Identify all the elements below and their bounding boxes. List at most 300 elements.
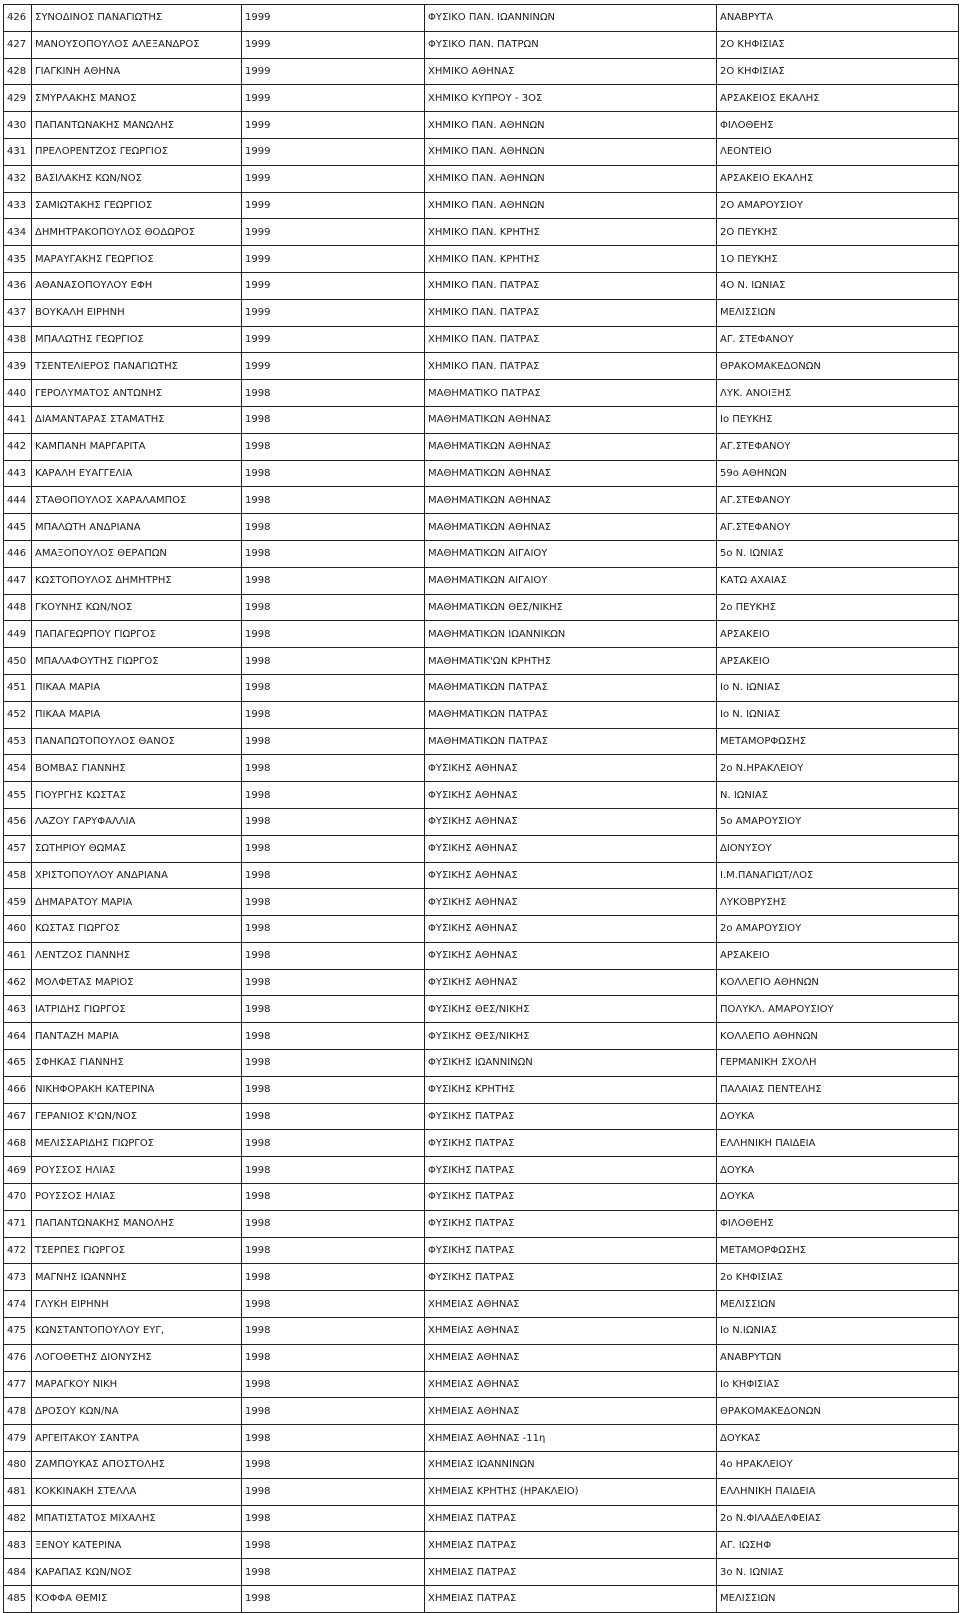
school-name-cell: ΦΙΛΟΘΕΗΣ bbox=[717, 1210, 959, 1237]
university-department-cell: ΧΗΜΙΚΟ ΠΑΝ. ΠΑΤΡΑΣ bbox=[425, 353, 717, 380]
table-row bbox=[4, 996, 959, 1023]
school-name-cell: 2ο Ν.ΗΡΑΚΛΕΙΟΥ bbox=[717, 755, 959, 782]
person-name-cell: ΤΣΕΝΤΕΛΙΕΡΟΣ ΠΑΝΑΓΙΩΤΗΣ bbox=[32, 353, 242, 380]
university-department-cell: ΦΥΣΙΚΗΣ ΘΕΣ/ΝΙΚΗΣ bbox=[425, 996, 717, 1023]
table-row bbox=[4, 835, 959, 862]
graduation-year-cell: 1999 bbox=[242, 299, 425, 326]
row-number-cell: 432 bbox=[4, 165, 32, 192]
university-department-cell: ΦΥΣΙΚΗΣ ΑΘΗΝΑΣ bbox=[425, 862, 717, 889]
school-name-cell: ΘΡΑΚΟΜΑΚΕΔΟΝΩΝ bbox=[717, 1398, 959, 1425]
graduation-year-cell: 1998 bbox=[242, 728, 425, 755]
university-department-cell: ΧΗΜΙΚΟ ΠΑΝ. ΑΘΗΝΩΝ bbox=[425, 112, 717, 139]
row-number-cell: 478 bbox=[4, 1398, 32, 1425]
graduation-year-cell: 1998 bbox=[242, 406, 425, 433]
person-name-cell: ΚΩΣΤΟΠΟΥΛΟΣ ΔΗΜΗΤΡΗΣ bbox=[32, 567, 242, 594]
graduation-year-cell: 1998 bbox=[242, 567, 425, 594]
school-name-cell: 1Ο ΠΕΥΚΗΣ bbox=[717, 246, 959, 273]
row-number-cell: 428 bbox=[4, 58, 32, 85]
row-number-cell: 476 bbox=[4, 1344, 32, 1371]
school-name-cell: ΑΓ. ΙΩΣΗΦ bbox=[717, 1532, 959, 1559]
person-name-cell: ΜΠΑΤΙΣΤΑΤΟΣ ΜΙΧΑΛΗΣ bbox=[32, 1505, 242, 1532]
table-row bbox=[4, 5, 959, 32]
school-name-cell: ΜΕΛΙΣΣΙΩΝ bbox=[717, 1586, 959, 1613]
graduation-year-cell: 1998 bbox=[242, 1076, 425, 1103]
person-name-cell: ΠΡΕΛΟΡΕΝΤΖΟΣ ΓΕΩΡΓΙΟΣ bbox=[32, 138, 242, 165]
table-row bbox=[4, 862, 959, 889]
person-name-cell: ΚΟΦΦΑ ΘΕΜΙΣ bbox=[32, 1586, 242, 1613]
person-name-cell: ΜΑΝΟΥΣΟΠΟΥΛΟΣ ΑΛΕΞΑΝΔΡΟΣ bbox=[32, 31, 242, 58]
university-department-cell: ΧΗΜΙΚΟ ΠΑΝ. ΠΑΤΡΑΣ bbox=[425, 326, 717, 353]
school-name-cell: 4Ο Ν. ΙΩΝΙΑΣ bbox=[717, 272, 959, 299]
row-number-cell: 426 bbox=[4, 5, 32, 32]
school-name-cell: 4ο ΗΡΑΚΛΕΙΟΥ bbox=[717, 1452, 959, 1479]
table-row bbox=[4, 674, 959, 701]
school-name-cell: ΕΛΛΗΝΙΚΗ ΠΑΙΔΕΙΑ bbox=[717, 1130, 959, 1157]
graduation-year-cell: 1998 bbox=[242, 808, 425, 835]
school-name-cell: ΜΕΛΙΣΣΙΩΝ bbox=[717, 299, 959, 326]
row-number-cell: 461 bbox=[4, 942, 32, 969]
graduation-year-cell: 1998 bbox=[242, 1532, 425, 1559]
graduation-year-cell: 1998 bbox=[242, 621, 425, 648]
graduation-year-cell: 1999 bbox=[242, 246, 425, 273]
table-row bbox=[4, 353, 959, 380]
school-name-cell: ΔΟΥΚΑ bbox=[717, 1103, 959, 1130]
person-name-cell: ΣΩΤΗΡΙΟΥ ΘΩΜΑΣ bbox=[32, 835, 242, 862]
school-name-cell: 59ο ΑΘΗΝΩΝ bbox=[717, 460, 959, 487]
university-department-cell: ΧΗΜΕΙΑΣ ΙΩΑΝΝΙΝΩΝ bbox=[425, 1452, 717, 1479]
row-number-cell: 434 bbox=[4, 219, 32, 246]
university-department-cell: ΦΥΣΙΚΗΣ ΑΘΗΝΑΣ bbox=[425, 755, 717, 782]
row-number-cell: 464 bbox=[4, 1023, 32, 1050]
table-row bbox=[4, 567, 959, 594]
graduation-year-cell: 1999 bbox=[242, 192, 425, 219]
table-row bbox=[4, 808, 959, 835]
university-department-cell: ΦΥΣΙΚΗΣ ΠΑΤΡΑΣ bbox=[425, 1184, 717, 1211]
person-name-cell: ΠΑΝΤΑΖΗ ΜΑΡΙΑ bbox=[32, 1023, 242, 1050]
table-row bbox=[4, 701, 959, 728]
table-row bbox=[4, 782, 959, 809]
graduation-year-cell: 1999 bbox=[242, 58, 425, 85]
university-department-cell: ΧΗΜΕΙΑΣ ΚΡΗΤΗΣ (ΗΡΑΚΛΕΙΟ) bbox=[425, 1478, 717, 1505]
graduation-year-cell: 1998 bbox=[242, 1184, 425, 1211]
row-number-cell: 471 bbox=[4, 1210, 32, 1237]
row-number-cell: 456 bbox=[4, 808, 32, 835]
graduation-year-cell: 1998 bbox=[242, 862, 425, 889]
graduation-year-cell: 1999 bbox=[242, 112, 425, 139]
row-number-cell: 431 bbox=[4, 138, 32, 165]
person-name-cell: ΓΕΡΑΝΙΟΣ Κ'ΩΝ/ΝΟΣ bbox=[32, 1103, 242, 1130]
school-name-cell: ΜΕΤΑΜΟΡΦΩΣΗΣ bbox=[717, 1237, 959, 1264]
university-department-cell: ΦΥΣΙΚΗΣ ΑΘΗΝΑΣ bbox=[425, 969, 717, 996]
person-name-cell: ΖΑΜΠΟΥΚΑΣ ΑΠΟΣΤΟΛΗΣ bbox=[32, 1452, 242, 1479]
graduation-year-cell: 1998 bbox=[242, 1586, 425, 1613]
graduation-year-cell: 1998 bbox=[242, 1318, 425, 1345]
graduation-year-cell: 1998 bbox=[242, 514, 425, 541]
person-name-cell: ΡΟΥΣΣΟΣ ΗΛΙΑΣ bbox=[32, 1184, 242, 1211]
row-number-cell: 467 bbox=[4, 1103, 32, 1130]
table-row bbox=[4, 540, 959, 567]
graduation-year-cell: 1998 bbox=[242, 755, 425, 782]
person-name-cell: ΑΜΑΞΟΠΟΥΛΟΣ ΘΕΡΑΠΩΝ bbox=[32, 540, 242, 567]
person-name-cell: ΓΙΟΥΡΓΗΣ ΚΩΣΤΑΣ bbox=[32, 782, 242, 809]
person-name-cell: ΤΣΕΡΠΕΣ ΓΙΩΡΓΟΣ bbox=[32, 1237, 242, 1264]
graduation-year-cell: 1998 bbox=[242, 1398, 425, 1425]
table-row bbox=[4, 916, 959, 943]
person-name-cell: ΔΡΟΣΟΥ ΚΩΝ/ΝΑ bbox=[32, 1398, 242, 1425]
row-number-cell: 442 bbox=[4, 433, 32, 460]
row-number-cell: 460 bbox=[4, 916, 32, 943]
graduation-year-cell: 1998 bbox=[242, 1237, 425, 1264]
graduation-year-cell: 1998 bbox=[242, 540, 425, 567]
university-department-cell: ΦΥΣΙΚΗΣ ΑΘΗΝΑΣ bbox=[425, 916, 717, 943]
row-number-cell: 445 bbox=[4, 514, 32, 541]
school-name-cell: Ιο Ν. ΙΩΝΙΑΣ bbox=[717, 674, 959, 701]
school-name-cell: ΛΕΟΝΤΕΙΟ bbox=[717, 138, 959, 165]
university-department-cell: ΜΑΘΗΜΑΤΙΚΩΝ ΙΩΑΝΝΙΚΩΝ bbox=[425, 621, 717, 648]
row-number-cell: 446 bbox=[4, 540, 32, 567]
table-row bbox=[4, 1398, 959, 1425]
table-row bbox=[4, 380, 959, 407]
university-department-cell: ΜΑΘΗΜΑΤΙΚΩΝ ΠΑΤΡΑΣ bbox=[425, 728, 717, 755]
school-name-cell: ΑΓ. ΣΤΕΦΑΝΟΥ bbox=[717, 326, 959, 353]
row-number-cell: 472 bbox=[4, 1237, 32, 1264]
university-department-cell: ΧΗΜΕΙΑΣ ΠΑΤΡΑΣ bbox=[425, 1559, 717, 1586]
graduation-year-cell: 1998 bbox=[242, 1452, 425, 1479]
university-department-cell: ΦΥΣΙΚΗΣ ΠΑΤΡΑΣ bbox=[425, 1237, 717, 1264]
school-name-cell: 2Ο ΑΜΑΡΟΥΣΙΟΥ bbox=[717, 192, 959, 219]
graduation-year-cell: 1998 bbox=[242, 1157, 425, 1184]
university-department-cell: ΦΥΣΙΚΟ ΠΑΝ. ΠΑΤΡΩΝ bbox=[425, 31, 717, 58]
person-name-cell: ΒΑΣΙΛΑΚΗΣ ΚΩΝ/ΝΟΣ bbox=[32, 165, 242, 192]
person-name-cell: ΜΑΡΑΓΚΟΥ ΝΙΚΗ bbox=[32, 1371, 242, 1398]
person-name-cell: ΣΤΑΘΟΠΟΥΛΟΣ ΧΑΡΑΛΑΜΠΟΣ bbox=[32, 487, 242, 514]
row-number-cell: 457 bbox=[4, 835, 32, 862]
table-row bbox=[4, 1452, 959, 1479]
row-number-cell: 469 bbox=[4, 1157, 32, 1184]
university-department-cell: ΜΑΘΗΜΑΤΙΚΩΝ ΑΘΗΝΑΣ bbox=[425, 433, 717, 460]
person-name-cell: ΚΟΚΚΙΝΑΚΗ ΣΤΕΛΛΑ bbox=[32, 1478, 242, 1505]
row-number-cell: 473 bbox=[4, 1264, 32, 1291]
row-number-cell: 441 bbox=[4, 406, 32, 433]
person-name-cell: ΣΦΗΚΑΣ ΓΙΑΝΝΗΣ bbox=[32, 1050, 242, 1077]
table-row bbox=[4, 594, 959, 621]
row-number-cell: 462 bbox=[4, 969, 32, 996]
row-number-cell: 447 bbox=[4, 567, 32, 594]
table-row bbox=[4, 1586, 959, 1613]
school-name-cell: 2ο Ν.ΦΙΛΑΔΕΛΦΕΙΑΣ bbox=[717, 1505, 959, 1532]
university-department-cell: ΦΥΣΙΚΗΣ ΑΘΗΝΑΣ bbox=[425, 942, 717, 969]
person-name-cell: ΜΠΑΛΑΦΟΥΤΗΣ ΓΙΩΡΓΟΣ bbox=[32, 648, 242, 675]
university-department-cell: ΜΑΘΗΜΑΤΙΚΩΝ ΑΘΗΝΑΣ bbox=[425, 514, 717, 541]
person-name-cell: ΛΕΝΤΖΟΣ ΓΙΑΝΝΗΣ bbox=[32, 942, 242, 969]
table-row bbox=[4, 1505, 959, 1532]
row-number-cell: 448 bbox=[4, 594, 32, 621]
graduation-year-cell: 1999 bbox=[242, 326, 425, 353]
school-name-cell: ΔΟΥΚΑ bbox=[717, 1157, 959, 1184]
person-name-cell: ΑΘΑΝΑΣΟΠΟΥΛΟΥ ΕΦΗ bbox=[32, 272, 242, 299]
school-name-cell: ΔΟΥΚΑΣ bbox=[717, 1425, 959, 1452]
school-name-cell: ΚΟΛΛΕΠΟ ΑΘΗΝΩΝ bbox=[717, 1023, 959, 1050]
person-name-cell: ΚΩΝΣΤΑΝΤΟΠΟΥΛΟΥ ΕΥΓ, bbox=[32, 1318, 242, 1345]
university-department-cell: ΧΗΜΙΚΟ ΠΑΝ. ΚΡΗΤΗΣ bbox=[425, 246, 717, 273]
graduation-year-cell: 1998 bbox=[242, 594, 425, 621]
table-row bbox=[4, 1344, 959, 1371]
graduation-year-cell: 1998 bbox=[242, 1210, 425, 1237]
school-name-cell: ΔΙΟΝΥΣΟΥ bbox=[717, 835, 959, 862]
table-row bbox=[4, 755, 959, 782]
university-department-cell: ΜΑΘΗΜΑΤΙΚΩΝ ΠΑΤΡΑΣ bbox=[425, 701, 717, 728]
graduation-year-cell: 1998 bbox=[242, 1505, 425, 1532]
table-row bbox=[4, 1050, 959, 1077]
roster-table bbox=[3, 4, 959, 1613]
school-name-cell: Ν. ΙΩΝΙΑΣ bbox=[717, 782, 959, 809]
person-name-cell: ΣΜΥΡΛΑΚΗΣ ΜΑΝΟΣ bbox=[32, 85, 242, 112]
school-name-cell: ΛΥΚ. ΑΝΟΙΞΗΣ bbox=[717, 380, 959, 407]
row-number-cell: 427 bbox=[4, 31, 32, 58]
table-row bbox=[4, 219, 959, 246]
row-number-cell: 465 bbox=[4, 1050, 32, 1077]
university-department-cell: ΧΗΜΕΙΑΣ ΑΘΗΝΑΣ -11η bbox=[425, 1425, 717, 1452]
graduation-year-cell: 1998 bbox=[242, 1023, 425, 1050]
university-department-cell: ΦΥΣΙΚΗΣ ΚΡΗΤΗΣ bbox=[425, 1076, 717, 1103]
university-department-cell: ΦΥΣΙΚΗΣ ΘΕΣ/ΝΙΚΗΣ bbox=[425, 1023, 717, 1050]
school-name-cell: ΑΓ.ΣΤΕΦΑΝΟΥ bbox=[717, 514, 959, 541]
row-number-cell: 475 bbox=[4, 1318, 32, 1345]
table-row bbox=[4, 406, 959, 433]
person-name-cell: ΙΑΤΡΙΔΗΣ ΓΙΩΡΓΟΣ bbox=[32, 996, 242, 1023]
university-department-cell: ΦΥΣΙΚΗΣ ΠΑΤΡΑΣ bbox=[425, 1130, 717, 1157]
graduation-year-cell: 1998 bbox=[242, 701, 425, 728]
university-department-cell: ΦΥΣΙΚΗΣ ΑΘΗΝΑΣ bbox=[425, 889, 717, 916]
school-name-cell: ΑΡΣΑΚΕΙΟ ΕΚΑΛΗΣ bbox=[717, 165, 959, 192]
school-name-cell: 5ο Ν. ΙΩΝΙΑΣ bbox=[717, 540, 959, 567]
university-department-cell: ΦΥΣΙΚΗΣ ΙΩΑΝΝΙΝΩΝ bbox=[425, 1050, 717, 1077]
university-department-cell: ΧΗΜΙΚΟ ΠΑΝ. ΠΑΤΡΑΣ bbox=[425, 272, 717, 299]
graduation-year-cell: 1998 bbox=[242, 1344, 425, 1371]
person-name-cell: ΠΑΠΑΓΕΩΡΠΟΥ ΓΙΩΡΓΟΣ bbox=[32, 621, 242, 648]
graduation-year-cell: 1999 bbox=[242, 5, 425, 32]
university-department-cell: ΧΗΜΙΚΟ ΠΑΝ. ΑΘΗΝΩΝ bbox=[425, 165, 717, 192]
graduation-year-cell: 1998 bbox=[242, 889, 425, 916]
graduation-year-cell: 1998 bbox=[242, 648, 425, 675]
row-number-cell: 482 bbox=[4, 1505, 32, 1532]
school-name-cell: 2Ο ΚΗΦΙΣΙΑΣ bbox=[717, 31, 959, 58]
table-row bbox=[4, 1237, 959, 1264]
person-name-cell: ΜΠΑΛΩΤΗΣ ΓΕΩΡΓΙΟΣ bbox=[32, 326, 242, 353]
school-name-cell: Ιο ΚΗΦΙΣΙΑΣ bbox=[717, 1371, 959, 1398]
row-number-cell: 484 bbox=[4, 1559, 32, 1586]
table-row bbox=[4, 1157, 959, 1184]
person-name-cell: ΠΑΠΑΝΤΩΝΑΚΗΣ ΜΑΝΩΛΗΣ bbox=[32, 112, 242, 139]
table-row bbox=[4, 942, 959, 969]
graduation-year-cell: 1998 bbox=[242, 487, 425, 514]
roster-body bbox=[4, 5, 959, 1613]
school-name-cell: ΜΕΤΑΜΟΡΦΩΣΗΣ bbox=[717, 728, 959, 755]
person-name-cell: ΠΙΚΑΑ ΜΑΡΙΑ bbox=[32, 701, 242, 728]
university-department-cell: ΜΑΘΗΜΑΤΙΚΩΝ ΠΑΤΡΑΣ bbox=[425, 674, 717, 701]
person-name-cell: ΚΩΣΤΑΣ ΓΙΩΡΓΟΣ bbox=[32, 916, 242, 943]
person-name-cell: ΜΟΛΦΕΤΑΣ ΜΑΡΙΟΣ bbox=[32, 969, 242, 996]
university-department-cell: ΦΥΣΙΚΗΣ ΑΘΗΝΑΣ bbox=[425, 808, 717, 835]
person-name-cell: ΣΑΜΙΩΤΑΚΗΣ ΓΕΩΡΓΙΟΣ bbox=[32, 192, 242, 219]
school-name-cell: ΚΑΤΩ ΑΧΑΙΑΣ bbox=[717, 567, 959, 594]
school-name-cell: ΜΕΛΙΣΣΙΩΝ bbox=[717, 1291, 959, 1318]
graduation-year-cell: 1998 bbox=[242, 1291, 425, 1318]
person-name-cell: ΝΙΚΗΦΟΡΑΚΗ ΚΑΤΕΡΙΝΑ bbox=[32, 1076, 242, 1103]
school-name-cell: 5ο ΑΜΑΡΟΥΣΙΟΥ bbox=[717, 808, 959, 835]
university-department-cell: ΧΗΜΕΙΑΣ ΠΑΤΡΑΣ bbox=[425, 1532, 717, 1559]
school-name-cell: ΘΡΑΚΟΜΑΚΕΔΟΝΩΝ bbox=[717, 353, 959, 380]
graduation-year-cell: 1998 bbox=[242, 1130, 425, 1157]
university-department-cell: ΧΗΜΕΙΑΣ ΠΑΤΡΑΣ bbox=[425, 1586, 717, 1613]
table-row bbox=[4, 1210, 959, 1237]
school-name-cell: 2ο ΑΜΑΡΟΥΣΙΟΥ bbox=[717, 916, 959, 943]
graduation-year-cell: 1998 bbox=[242, 1478, 425, 1505]
person-name-cell: ΡΟΥΣΣΟΣ ΗΛΙΑΣ bbox=[32, 1157, 242, 1184]
school-name-cell: ΑΝΑΒΡΥΤΩΝ bbox=[717, 1344, 959, 1371]
university-department-cell: ΧΗΜΕΙΑΣ ΑΘΗΝΑΣ bbox=[425, 1291, 717, 1318]
university-department-cell: ΧΗΜΙΚΟ ΠΑΝ. ΑΘΗΝΩΝ bbox=[425, 192, 717, 219]
university-department-cell: ΜΑΘΗΜΑΤΙΚΩΝ ΑΘΗΝΑΣ bbox=[425, 406, 717, 433]
table-row bbox=[4, 58, 959, 85]
university-department-cell: ΦΥΣΙΚΗΣ ΠΑΤΡΑΣ bbox=[425, 1264, 717, 1291]
table-row bbox=[4, 1532, 959, 1559]
row-number-cell: 459 bbox=[4, 889, 32, 916]
person-name-cell: ΑΡΓΕΙΤΑΚΟΥ ΣΑΝΤΡΑ bbox=[32, 1425, 242, 1452]
row-number-cell: 481 bbox=[4, 1478, 32, 1505]
person-name-cell: ΣΥΝΟΔΙΝΟΣ ΠΑΝΑΓΙΩΤΗΣ bbox=[32, 5, 242, 32]
person-name-cell: ΓΙΑΓΚΙΝΗ ΑΘΗΝΑ bbox=[32, 58, 242, 85]
person-name-cell: ΧΡΙΣΤΟΠΟΥΛΟΥ ΑΝΔΡΙΑΝΑ bbox=[32, 862, 242, 889]
person-name-cell: ΠΑΝΑΠΩΤΟΠΟΥΛΟΣ ΘΑΝΟΣ bbox=[32, 728, 242, 755]
person-name-cell: ΓΚΟΥΝΗΣ ΚΩΝ/ΝΟΣ bbox=[32, 594, 242, 621]
graduation-year-cell: 1998 bbox=[242, 916, 425, 943]
school-name-cell: 2Ο ΚΗΦΙΣΙΑΣ bbox=[717, 58, 959, 85]
table-row bbox=[4, 1076, 959, 1103]
person-name-cell: ΓΛΥΚΗ ΕΙΡΗΝΗ bbox=[32, 1291, 242, 1318]
university-department-cell: ΧΗΜΙΚΟ ΠΑΝ. ΠΑΤΡΑΣ bbox=[425, 299, 717, 326]
person-name-cell: ΜΠΑΛΩΤΗ ΑΝΔΡΙΑΝΑ bbox=[32, 514, 242, 541]
table-row bbox=[4, 1478, 959, 1505]
row-number-cell: 463 bbox=[4, 996, 32, 1023]
table-row bbox=[4, 1264, 959, 1291]
school-name-cell: ΑΡΣΑΚΕΙΟΣ ΕΚΑΛΗΣ bbox=[717, 85, 959, 112]
person-name-cell: ΛΟΓΟΘΕΤΗΣ ΔΙΟΝΥΣΗΣ bbox=[32, 1344, 242, 1371]
school-name-cell: Ι.Μ.ΠΑΝΑΓΙΩΤ/ΛΟΣ bbox=[717, 862, 959, 889]
university-department-cell: ΜΑΘΗΜΑΤΙΚ'ΩΝ ΚΡΗΤΗΣ bbox=[425, 648, 717, 675]
graduation-year-cell: 1999 bbox=[242, 353, 425, 380]
table-row bbox=[4, 969, 959, 996]
person-name-cell: ΜΕΛΙΣΣΑΡΙΔΗΣ ΓΙΩΡΓΟΣ bbox=[32, 1130, 242, 1157]
graduation-year-cell: 1998 bbox=[242, 1559, 425, 1586]
person-name-cell: ΔΗΜΑΡΑΤΟΥ ΜΑΡΙΑ bbox=[32, 889, 242, 916]
table-row bbox=[4, 138, 959, 165]
university-department-cell: ΜΑΘΗΜΑΤΙΚΩΝ ΘΕΣ/ΝΙΚΗΣ bbox=[425, 594, 717, 621]
table-row bbox=[4, 246, 959, 273]
person-name-cell: ΠΑΠΑΝΤΩΝΑΚΗΣ ΜΑΝΟΛΗΣ bbox=[32, 1210, 242, 1237]
university-department-cell: ΧΗΜΕΙΑΣ ΑΘΗΝΑΣ bbox=[425, 1398, 717, 1425]
row-number-cell: 451 bbox=[4, 674, 32, 701]
graduation-year-cell: 1998 bbox=[242, 1371, 425, 1398]
row-number-cell: 438 bbox=[4, 326, 32, 353]
person-name-cell: ΚΑΡΑΛΗ ΕΥΑΓΓΕΛΙΑ bbox=[32, 460, 242, 487]
table-row bbox=[4, 460, 959, 487]
school-name-cell: ΑΝΑΒΡΥΤΑ bbox=[717, 5, 959, 32]
row-number-cell: 433 bbox=[4, 192, 32, 219]
school-name-cell: ΚΟΛΛΕΓΙΟ ΑΘΗΝΩΝ bbox=[717, 969, 959, 996]
row-number-cell: 453 bbox=[4, 728, 32, 755]
university-department-cell: ΦΥΣΙΚΗΣ ΠΑΤΡΑΣ bbox=[425, 1210, 717, 1237]
school-name-cell: ΠΟΛΥΚΛ. ΑΜΑΡΟΥΣΙΟΥ bbox=[717, 996, 959, 1023]
university-department-cell: ΜΑΘΗΜΑΤΙΚΟ ΠΑΤΡΑΣ bbox=[425, 380, 717, 407]
row-number-cell: 444 bbox=[4, 487, 32, 514]
table-row bbox=[4, 433, 959, 460]
school-name-cell: Ιο ΠΕΥΚΗΣ bbox=[717, 406, 959, 433]
school-name-cell: 2Ο ΠΕΥΚΗΣ bbox=[717, 219, 959, 246]
row-number-cell: 435 bbox=[4, 246, 32, 273]
row-number-cell: 479 bbox=[4, 1425, 32, 1452]
row-number-cell: 483 bbox=[4, 1532, 32, 1559]
row-number-cell: 477 bbox=[4, 1371, 32, 1398]
table-row bbox=[4, 1318, 959, 1345]
row-number-cell: 468 bbox=[4, 1130, 32, 1157]
graduation-year-cell: 1998 bbox=[242, 996, 425, 1023]
graduation-year-cell: 1998 bbox=[242, 1050, 425, 1077]
table-row bbox=[4, 272, 959, 299]
row-number-cell: 440 bbox=[4, 380, 32, 407]
person-name-cell: ΜΑΡΑΥΓΑΚΗΣ ΓΕΩΡΓΙΟΣ bbox=[32, 246, 242, 273]
school-name-cell: ΠΑΛΑΙΑΣ ΠΕΝΤΕΛΗΣ bbox=[717, 1076, 959, 1103]
graduation-year-cell: 1999 bbox=[242, 165, 425, 192]
table-row bbox=[4, 192, 959, 219]
table-row bbox=[4, 1371, 959, 1398]
row-number-cell: 454 bbox=[4, 755, 32, 782]
graduation-year-cell: 1998 bbox=[242, 380, 425, 407]
table-row bbox=[4, 1103, 959, 1130]
table-row bbox=[4, 1184, 959, 1211]
graduation-year-cell: 1998 bbox=[242, 835, 425, 862]
row-number-cell: 458 bbox=[4, 862, 32, 889]
table-row bbox=[4, 1130, 959, 1157]
row-number-cell: 485 bbox=[4, 1586, 32, 1613]
graduation-year-cell: 1999 bbox=[242, 272, 425, 299]
row-number-cell: 429 bbox=[4, 85, 32, 112]
school-name-cell: ΦΙΛΟΘΕΗΣ bbox=[717, 112, 959, 139]
person-name-cell: ΜΑΓΝΗΣ ΙΩΑΝΝΗΣ bbox=[32, 1264, 242, 1291]
table-row bbox=[4, 889, 959, 916]
row-number-cell: 450 bbox=[4, 648, 32, 675]
table-row bbox=[4, 621, 959, 648]
person-name-cell: ΚΑΡΑΠΑΣ ΚΩΝ/ΝΟΣ bbox=[32, 1559, 242, 1586]
person-name-cell: ΔΗΜΗΤΡΑΚΟΠΟΥΛΟΣ ΘΟΔΩΡΟΣ bbox=[32, 219, 242, 246]
person-name-cell: ΚΑΜΠΑΝΗ ΜΑΡΓΑΡΙΤΑ bbox=[32, 433, 242, 460]
school-name-cell: ΛΥΚΟΒΡΥΣΗΣ bbox=[717, 889, 959, 916]
university-department-cell: ΦΥΣΙΚΗΣ ΠΑΤΡΑΣ bbox=[425, 1103, 717, 1130]
university-department-cell: ΜΑΘΗΜΑΤΙΚΩΝ ΑΘΗΝΑΣ bbox=[425, 460, 717, 487]
school-name-cell: Ιο Ν. ΙΩΝΙΑΣ bbox=[717, 701, 959, 728]
table-row bbox=[4, 728, 959, 755]
school-name-cell: 2ο ΠΕΥΚΗΣ bbox=[717, 594, 959, 621]
table-row bbox=[4, 85, 959, 112]
university-department-cell: ΦΥΣΙΚΟ ΠΑΝ. ΙΩΑΝΝΙΝΩΝ bbox=[425, 5, 717, 32]
table-row bbox=[4, 326, 959, 353]
person-name-cell: ΒΟΥΚΑΛΗ ΕΙΡΗΝΗ bbox=[32, 299, 242, 326]
school-name-cell: 3ο Ν. ΙΩΝΙΑΣ bbox=[717, 1559, 959, 1586]
graduation-year-cell: 1998 bbox=[242, 782, 425, 809]
table-row bbox=[4, 1425, 959, 1452]
row-number-cell: 455 bbox=[4, 782, 32, 809]
table-row bbox=[4, 31, 959, 58]
